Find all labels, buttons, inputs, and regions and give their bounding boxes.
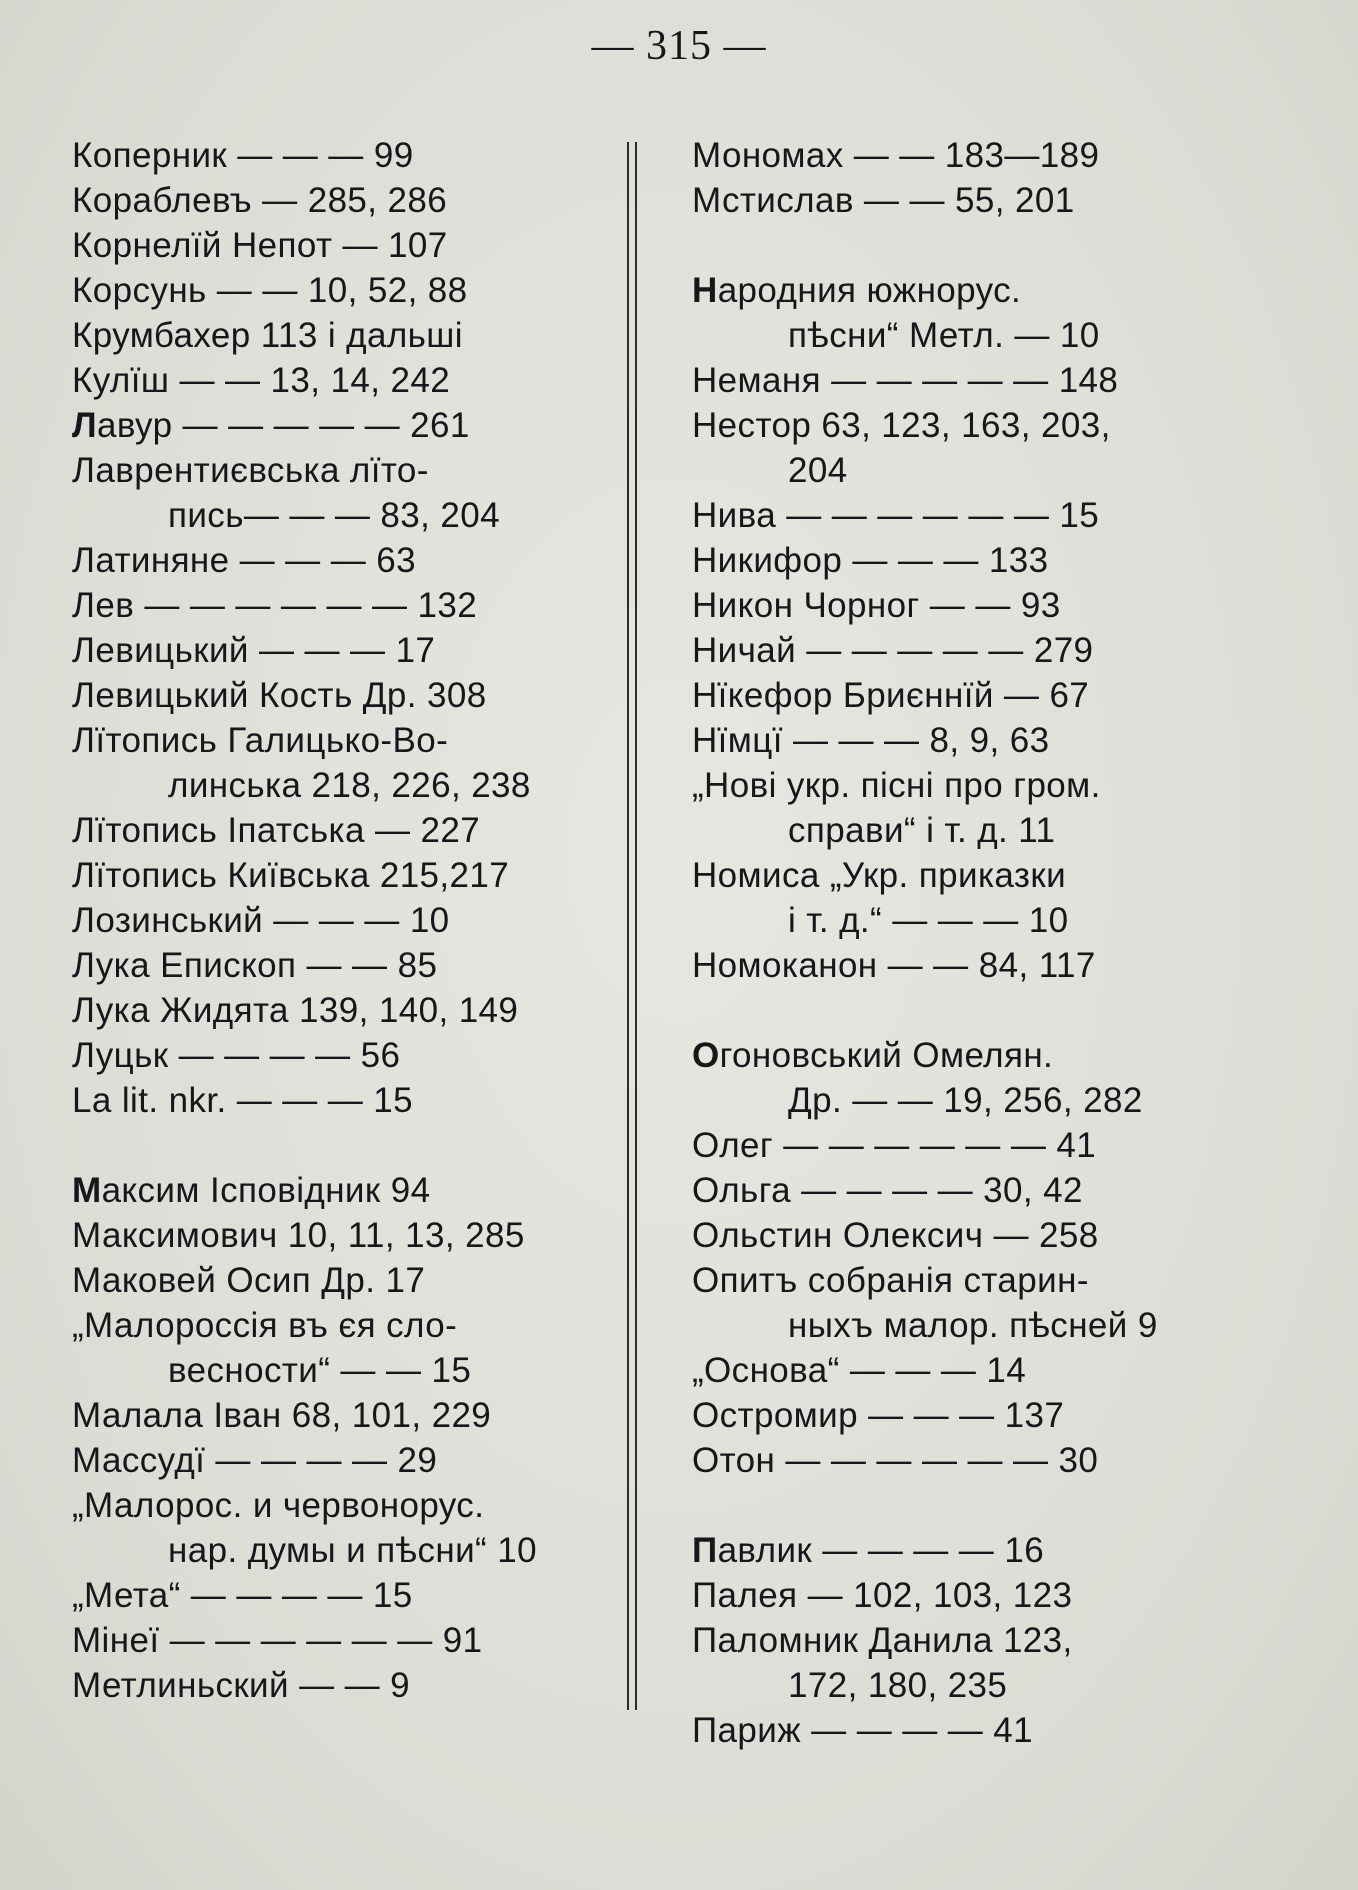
index-entry-continuation <box>72 1348 572 1393</box>
index-entry-text: пѣсни“ Метл. — 10 <box>788 316 1100 355</box>
index-entry <box>72 853 572 898</box>
index-entry <box>72 403 572 448</box>
index-entry <box>72 718 572 763</box>
index-entry <box>72 313 572 358</box>
index-entry-text: Метлиньский — — 9 <box>72 1666 411 1705</box>
index-entry-text: Мінеї — — — — — — 91 <box>72 1621 483 1660</box>
index-entry <box>72 673 572 718</box>
index-entry <box>72 358 572 403</box>
index-entry-text: Др. — — 19, 256, 282 <box>788 1081 1143 1120</box>
index-entry-text: 204 <box>788 451 848 490</box>
index-entry-text: Номоканон — — 84, 117 <box>692 946 1096 985</box>
index-entry-text: Коперник — — — 99 <box>72 136 414 175</box>
section-initial: П <box>692 1531 718 1570</box>
index-entry-text: Маковей Осип Др. 17 <box>72 1261 426 1300</box>
index-entry-continuation <box>692 1078 1186 1123</box>
section-gap <box>692 988 1186 1033</box>
index-entry <box>692 1618 1186 1663</box>
index-entry <box>692 538 1186 583</box>
index-entry-text: Ольга — — — — 30, 42 <box>692 1171 1083 1210</box>
index-entry-text: Нїмцї — — — 8, 9, 63 <box>692 721 1050 760</box>
index-entry-text: Остромир — — — 137 <box>692 1396 1065 1435</box>
index-entry-text: Палея — 102, 103, 123 <box>692 1576 1073 1615</box>
index-entry-text: Лаврентиєвська лїто- <box>72 451 429 490</box>
index-entry-text: Нестор 63, 123, 163, 203, <box>692 406 1111 445</box>
index-entry <box>72 1573 572 1618</box>
index-entry <box>692 1123 1186 1168</box>
index-entry-text: Лїтопись Іпатська — 227 <box>72 811 481 850</box>
index-entry-text: Никон Чорног — — 93 <box>692 586 1061 625</box>
index-entry <box>72 1213 572 1258</box>
index-entry <box>72 583 572 628</box>
section-initial: Н <box>692 271 718 310</box>
index-entry-text: Опитъ собранія старин- <box>692 1261 1089 1300</box>
index-entry <box>72 808 572 853</box>
section-initial: Л <box>72 406 97 445</box>
index-entry-text: 172, 180, 235 <box>788 1666 1008 1705</box>
index-entry-continuation <box>692 313 1186 358</box>
index-entry <box>692 178 1186 223</box>
index-entry <box>692 718 1186 763</box>
index-entry <box>692 403 1186 448</box>
index-entry <box>692 268 1186 313</box>
section-initial: О <box>692 1036 720 1075</box>
index-entry <box>692 1168 1186 1213</box>
index-entry-text: Паломник Данила 123, <box>692 1621 1073 1660</box>
index-entry-text: нар. думы и пѣсни“ 10 <box>168 1531 537 1570</box>
index-entry <box>72 538 572 583</box>
index-entry-continuation <box>692 448 1186 493</box>
index-entry-continuation <box>692 1303 1186 1348</box>
index-entry-text: ныхъ малор. пѣсней 9 <box>788 1306 1158 1345</box>
index-entry-text: Лука Епископ — — 85 <box>72 946 438 985</box>
index-entry <box>692 358 1186 403</box>
index-entry-text: авлик — — — — 16 <box>717 1531 1045 1570</box>
index-entry <box>692 1528 1186 1573</box>
index-entry-text: „Нові укр. пісні про гром. <box>692 766 1101 805</box>
index-entry-continuation <box>692 1663 1186 1708</box>
index-entry-text: Отон — — — — — — 30 <box>692 1441 1099 1480</box>
section-initial: М <box>72 1171 102 1210</box>
index-entry-text: аксим Ісповідник 94 <box>101 1171 431 1210</box>
index-entry-text: авур — — — — — 261 <box>96 406 470 445</box>
index-entry <box>692 133 1186 178</box>
index-entry-text: Лука Жидята 139, 140, 149 <box>72 991 519 1030</box>
index-entry-text: „Основа“ — — — 14 <box>692 1351 1027 1390</box>
index-entry <box>692 1213 1186 1258</box>
index-entry-text: Максимович 10, 11, 13, 285 <box>72 1216 525 1255</box>
index-entry-text: Левицький — — — 17 <box>72 631 436 670</box>
index-entry <box>692 1393 1186 1438</box>
index-entry <box>72 898 572 943</box>
index-entry <box>72 1033 572 1078</box>
index-entry-text: Лозинський — — — 10 <box>72 901 450 940</box>
index-entry-text: Лев — — — — — — 132 <box>72 586 478 625</box>
index-entry-continuation <box>692 808 1186 853</box>
index-entry <box>72 943 572 988</box>
index-entry <box>72 1393 572 1438</box>
index-entry-text: „Малороссія въ єя сло- <box>72 1306 458 1345</box>
index-entry-text: „Мета“ — — — — 15 <box>72 1576 413 1615</box>
index-entry-text: Никифор — — — 133 <box>692 541 1049 580</box>
index-entry <box>72 988 572 1033</box>
index-entry <box>72 1618 572 1663</box>
index-entry-text: гоновський Омелян. <box>719 1036 1054 1075</box>
index-entry-text: La lit. nkr. — — — 15 <box>72 1081 414 1120</box>
index-entry <box>692 943 1186 988</box>
index-entry-text: Кораблевъ — 285, 286 <box>72 181 448 220</box>
index-entry-text: Мстислав — — 55, 201 <box>692 181 1075 220</box>
index-entry-text: Нїкефор Бриєннїй — 67 <box>692 676 1090 715</box>
index-entry <box>692 763 1186 808</box>
index-entry-text: Неманя — — — — — 148 <box>692 361 1119 400</box>
index-entry <box>72 628 572 673</box>
index-entry <box>692 628 1186 673</box>
index-entry <box>72 1483 572 1528</box>
index-entry <box>72 1663 572 1708</box>
index-entry-text: і т. д.“ — — — 10 <box>788 901 1069 940</box>
index-entry-text: „Малорос. и червонорус. <box>72 1486 485 1525</box>
index-entry <box>692 1708 1186 1753</box>
index-entry-text: Луцьк — — — — 56 <box>72 1036 401 1075</box>
index-entry <box>72 1078 572 1123</box>
index-entry-text: весности“ — — 15 <box>168 1351 472 1390</box>
page-number: — 315 — <box>591 23 767 69</box>
index-entry-text: Латиняне — — — 63 <box>72 541 416 580</box>
index-entry-continuation <box>72 493 572 538</box>
index-entry-text: Мономах — — 183—189 <box>692 136 1100 175</box>
section-gap <box>72 1123 572 1168</box>
index-entry-text: Корсунь — — 10, 52, 88 <box>72 271 468 310</box>
index-column-right <box>692 133 1186 1753</box>
index-entry <box>72 133 572 178</box>
index-entry-text: пись— — — 83, 204 <box>168 496 500 535</box>
index-entry <box>72 1258 572 1303</box>
column-divider <box>627 142 637 1710</box>
index-entry-text: Малала Іван 68, 101, 229 <box>72 1396 492 1435</box>
index-entry <box>692 1573 1186 1618</box>
index-entry-text: Массудї — — — — 29 <box>72 1441 438 1480</box>
index-entry-text: Олег — — — — — — 41 <box>692 1126 1097 1165</box>
index-column-left <box>72 133 572 1708</box>
index-entry-continuation <box>692 898 1186 943</box>
index-entry-text: Номиса „Укр. приказки <box>692 856 1067 895</box>
index-entry-text: Нива — — — — — — 15 <box>692 496 1100 535</box>
index-entry <box>72 1168 572 1213</box>
index-entry <box>692 1258 1186 1303</box>
index-entry <box>692 1033 1186 1078</box>
index-entry-continuation <box>72 763 572 808</box>
index-entry-text: линська 218, 226, 238 <box>168 766 531 805</box>
index-entry <box>72 178 572 223</box>
index-entry-text: Париж — — — — 41 <box>692 1711 1034 1750</box>
index-entry <box>692 1348 1186 1393</box>
index-entry <box>72 448 572 493</box>
index-entry <box>72 268 572 313</box>
section-gap <box>692 223 1186 268</box>
index-entry <box>692 583 1186 628</box>
index-entry-text: Ольстин Олексич — 258 <box>692 1216 1099 1255</box>
index-entry <box>72 1303 572 1348</box>
index-entry <box>72 223 572 268</box>
index-entry-text: Кулїш — — 13, 14, 242 <box>72 361 451 400</box>
index-entry-text: Корнелїй Непот — 107 <box>72 226 448 265</box>
index-entry <box>692 1438 1186 1483</box>
index-entry-text: Лїтопись Київська 215,217 <box>72 856 510 895</box>
index-entry <box>692 673 1186 718</box>
index-entry-text: Крумбахер 113 і дальші <box>72 316 463 355</box>
index-entry-text: Лїтопись Галицько-Во- <box>72 721 449 760</box>
section-gap <box>692 1483 1186 1528</box>
index-entry-text: Ничай — — — — — 279 <box>692 631 1094 670</box>
index-entry <box>72 1438 572 1483</box>
index-entry <box>692 493 1186 538</box>
index-entry-continuation <box>72 1528 572 1573</box>
index-entry <box>692 853 1186 898</box>
index-entry-text: справи“ і т. д. 11 <box>788 811 1056 850</box>
index-entry-text: ародния южнорус. <box>717 271 1022 310</box>
index-entry-text: Левицький Кость Др. 308 <box>72 676 487 715</box>
